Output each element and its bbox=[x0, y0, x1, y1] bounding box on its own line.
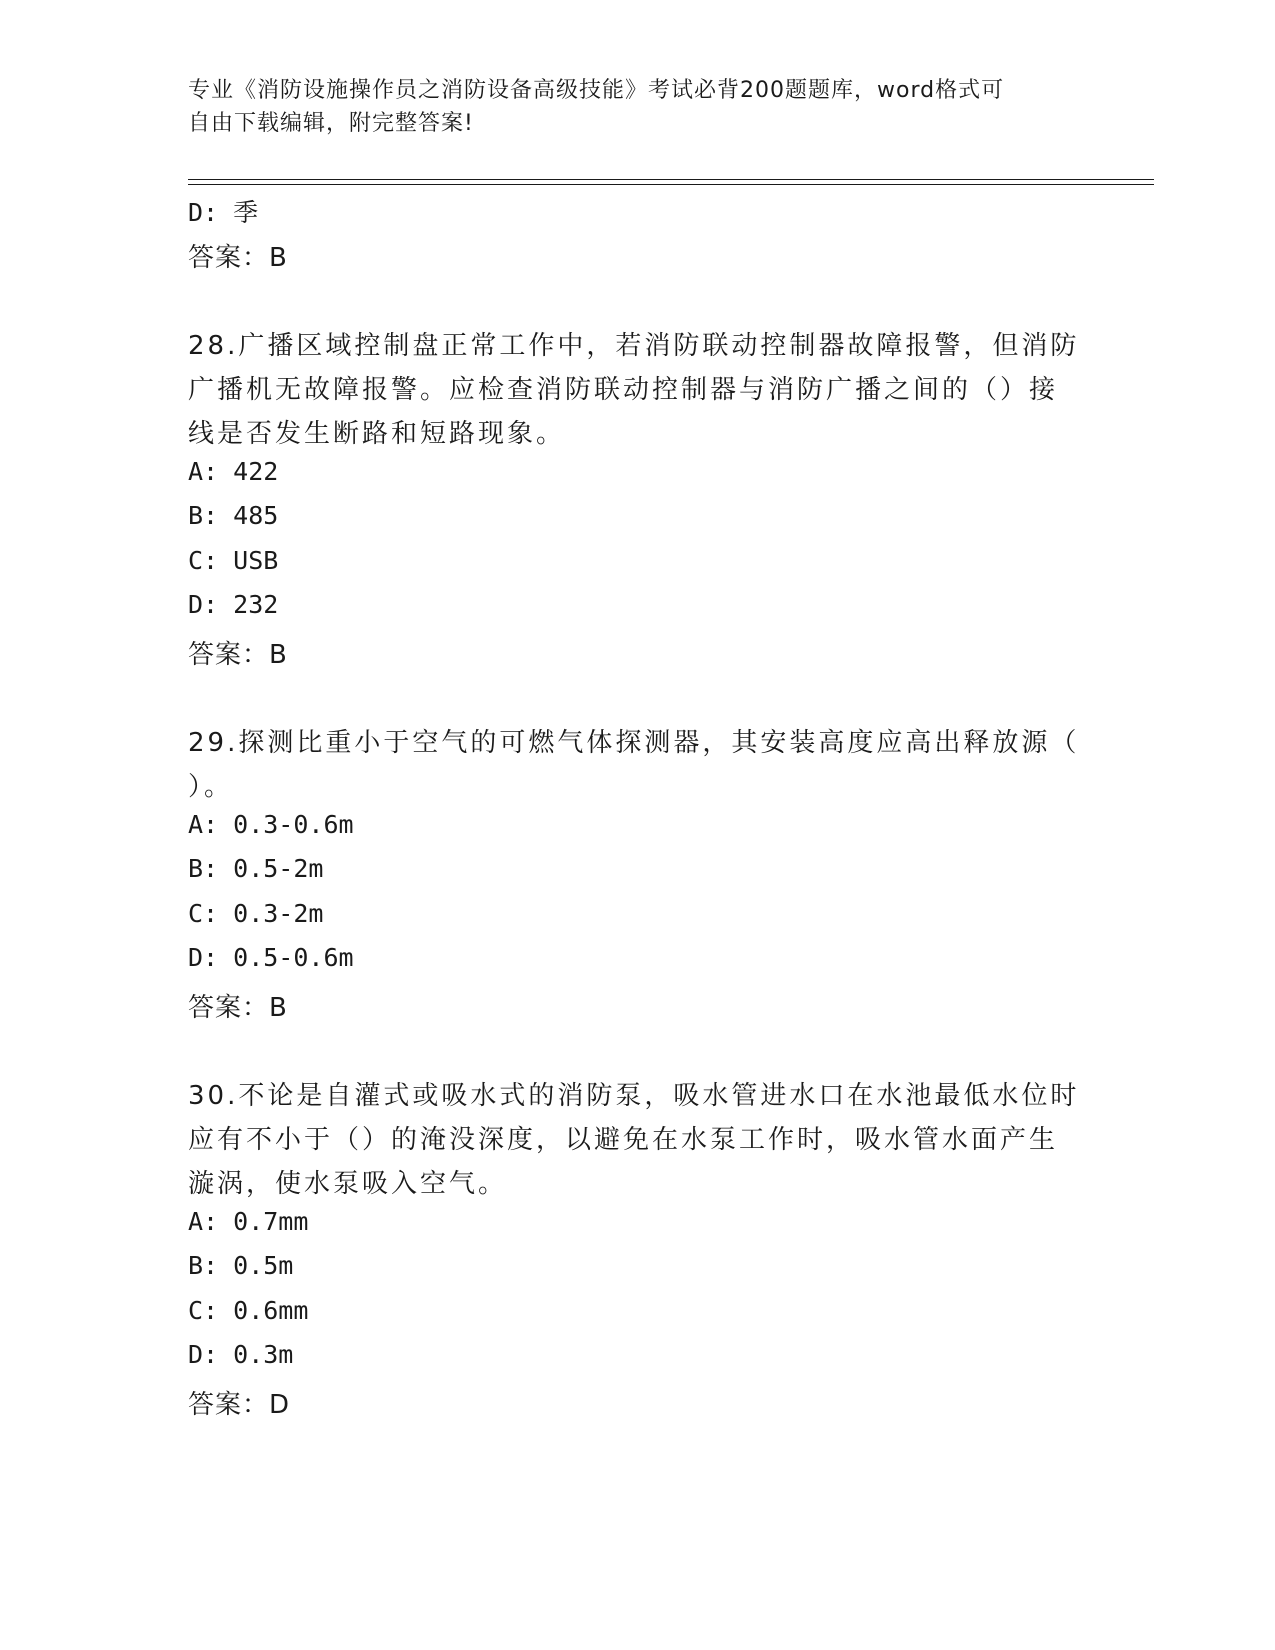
q28-stem-line-3: 线是否发生断路和短路现象。 bbox=[188, 419, 566, 449]
header-line-1: 专业《消防设施操作员之消防设备高级技能》考试必背200题题库，word格式可 bbox=[188, 78, 1005, 103]
q30-stem-line-2: 应有不小于（）的淹没深度，以避免在水泵工作时，吸水管水面产生 bbox=[188, 1125, 1059, 1155]
q28-option-a: A: 422 bbox=[188, 457, 279, 486]
q30-option-a: A: 0.7mm bbox=[188, 1207, 309, 1236]
q29-option-b: B: 0.5-2m bbox=[188, 854, 324, 883]
q30-stem-line-1: 30.不论是自灌式或吸水式的消防泵，吸水管进水口在水池最低水位时 bbox=[188, 1081, 1080, 1111]
prev-option-d: D: 季 bbox=[188, 198, 259, 227]
q30-option-c: C: 0.6mm bbox=[188, 1296, 309, 1325]
q28-option-b: B: 485 bbox=[188, 501, 279, 530]
q30-option-d: D: 0.3m bbox=[188, 1340, 294, 1369]
document-header bbox=[188, 74, 1068, 140]
q29-option-a: A: 0.3-0.6m bbox=[188, 810, 354, 839]
header-divider-top bbox=[188, 179, 1154, 180]
q30-option-b: B: 0.5m bbox=[188, 1251, 294, 1280]
q28-option-c: C: USB bbox=[188, 546, 279, 575]
q30-answer: 答案：D bbox=[188, 1390, 291, 1420]
q28-stem-line-2: 广播机无故障报警。应检查消防联动控制器与消防广播之间的（）接 bbox=[188, 375, 1059, 405]
header-line-2: 自由下载编辑，附完整答案! bbox=[188, 111, 474, 136]
q28-stem-line-1: 28.广播区域控制盘正常工作中，若消防联动控制器故障报警，但消防 bbox=[188, 331, 1080, 361]
q28-answer: 答案：B bbox=[188, 640, 288, 670]
q29-stem-line-1: 29.探测比重小于空气的可燃气体探测器，其安装高度应高出释放源（ bbox=[188, 728, 1080, 758]
q29-option-c: C: 0.3-2m bbox=[188, 899, 324, 928]
q29-answer: 答案：B bbox=[188, 993, 288, 1023]
header-divider-bottom bbox=[188, 184, 1154, 185]
q29-option-d: D: 0.5-0.6m bbox=[188, 943, 354, 972]
prev-answer: 答案：B bbox=[188, 243, 288, 273]
q30-stem-line-3: 漩涡，使水泵吸入空气。 bbox=[188, 1169, 508, 1199]
q29-stem-line-2: ）。 bbox=[188, 772, 234, 802]
q28-option-d: D: 232 bbox=[188, 590, 279, 619]
